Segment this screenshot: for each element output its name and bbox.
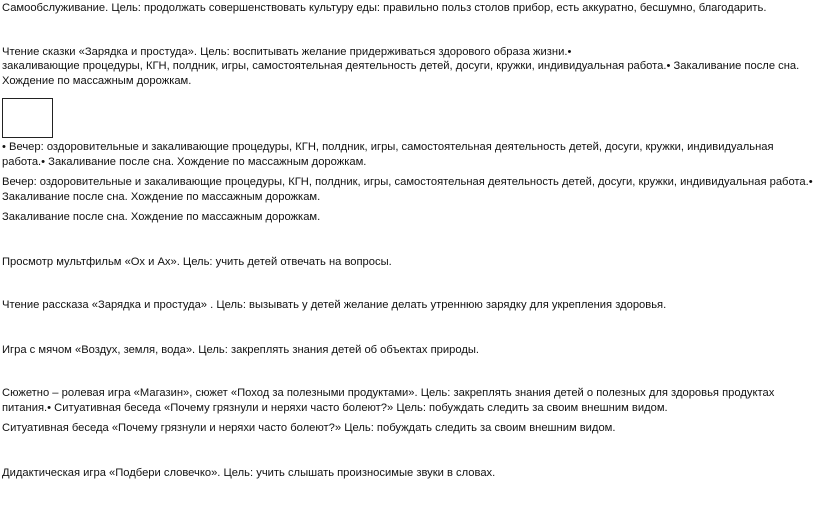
paragraph-ball-game: Игра с мячом «Воздух, земля, вода». Цель: закреплять знания детей об объектах природы. (2, 344, 480, 356)
paragraph-evening: Вечер: оздоровительные и закаливающие процедуры, КГН, полдник, игры, самостоятельная деятельность детей, досуги, кружки, индивидуальная работа.• Закаливание после сна. Хождение по массажным дорожкам. (2, 176, 813, 203)
paragraph-hardening-procedures: закаливающие процедуры, КГН, полдник, игры, самостоятельная деятельность детей, досуги, кружки, индивидуальная работа.• Закаливание после сна. Хождение по массажным дорожкам. (2, 60, 800, 87)
paragraph-reading-story: Чтение рассказа «Зарядка и простуда» . Цель: вызывать у детей желание делать утреннюю зарядку для укрепления здоровья. (2, 299, 667, 311)
paragraph-self-service: Самообслуживание. Цель: продолжать совершенствовать культуру еды: правильно польз столов прибор, есть аккуратно, бесшумно, благодарить. (2, 2, 767, 14)
paragraph-cartoon-viewing: Просмотр мультфильм «Ох и Ах». Цель: учить детей отвечать на вопросы. (2, 256, 392, 268)
paragraph-role-play-shop: Сюжетно – ролевая игра «Магазин», сюжет «Поход за полезными продуктами». Цель: закреплять знания детей о полезных для здоровья продуктах питания.• Ситуативная беседа «Почему грязнули и неряхи часто болеют?» Цель: побуждать следить за своим внешним видом. (2, 387, 775, 414)
paragraph-hardening-after-sleep: Закаливание после сна. Хождение по массажным дорожкам. (2, 211, 321, 223)
paragraph-situational-talk: Ситуативная беседа «Почему грязнули и неряхи часто болеют?» Цель: побуждать следить за своим внешним видом. (2, 422, 616, 434)
paragraph-reading-fairy-tale: Чтение сказки «Зарядка и простуда». Цель: воспитывать желание придерживаться здорового образа жизни.• (2, 46, 572, 58)
paragraph-evening-bullet: • Вечер: оздоровительные и закаливающие процедуры, КГН, полдник, игры, самостоятельная деятельность детей, досуги, кружки, индивидуальная работа.• Закаливание после сна. Хождение по массажным дорожкам. (2, 141, 774, 168)
paragraph-didactic-game: Дидактическая игра «Подбери словечко». Цель: учить слышать произносимые звуки в словах. (2, 467, 496, 479)
image-placeholder (2, 98, 53, 138)
